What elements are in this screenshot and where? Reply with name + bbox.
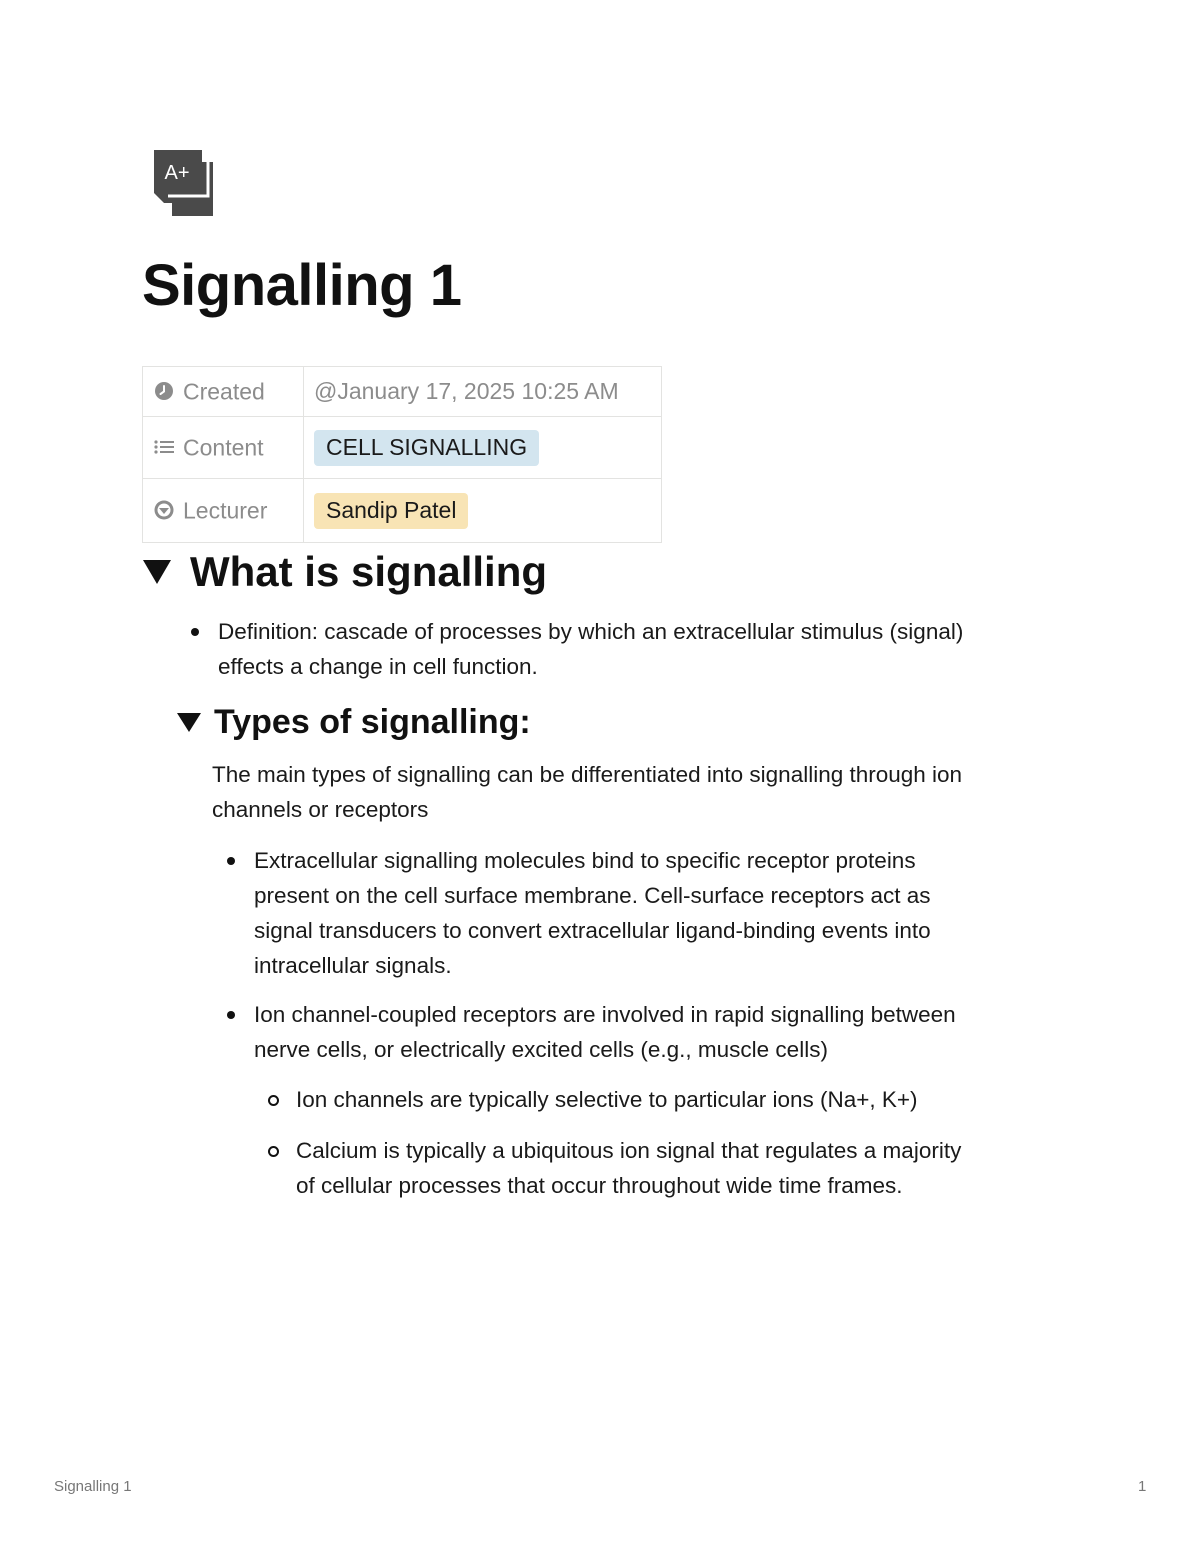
property-label: Lecturer [183, 497, 268, 524]
intro-paragraph [212, 757, 962, 827]
property-value-content[interactable] [304, 417, 662, 479]
list-item-line: Ion channels are typically selective to particular ions (Na+, K+) [296, 1087, 918, 1112]
sub-list-item [296, 1082, 918, 1117]
bullet-dot-icon [227, 1011, 235, 1019]
list-item-definition [218, 614, 963, 684]
page-title: Signalling 1 [142, 253, 462, 318]
section-heading: What is signalling [190, 548, 548, 595]
properties-table [142, 366, 662, 543]
lecturer-tag[interactable]: Sandip Patel [314, 493, 468, 529]
grade-a-plus-icon [150, 148, 216, 218]
toggle-heading-types-of-signalling[interactable] [176, 700, 531, 744]
toggle-triangle-icon[interactable] [176, 711, 202, 733]
list-item-line: of cellular processes that occur throughout wide time frames. [296, 1173, 903, 1198]
property-key-content [143, 417, 304, 479]
content-tag[interactable]: CELL SIGNALLING [314, 430, 539, 466]
property-key-created [143, 367, 304, 417]
created-date: @January 17, 2025 10:25 AM [314, 378, 619, 404]
sub-list-item [296, 1133, 961, 1203]
list-item-line: present on the cell surface membrane. Cell-surface receptors act as [254, 883, 931, 908]
list-item [254, 997, 956, 1067]
list-item-line: nerve cells, or electrically excited cells (e.g., muscle cells) [254, 1037, 828, 1062]
list-icon [153, 436, 175, 458]
property-key-lecturer [143, 479, 304, 543]
list-item-line: intracellular signals. [254, 953, 452, 978]
list-item-line: Calcium is typically a ubiquitous ion signal that regulates a majority [296, 1138, 962, 1163]
bullet-circle-icon [268, 1146, 279, 1157]
property-row-lecturer [143, 479, 662, 543]
bullet-circle-icon [268, 1095, 279, 1106]
property-value-created[interactable] [304, 367, 662, 417]
paragraph-line: channels or receptors [212, 797, 429, 822]
toggle-heading-what-is-signalling[interactable] [142, 544, 547, 600]
property-label: Created [183, 378, 265, 405]
bullet-dot-icon [191, 628, 199, 636]
definition-line: Definition: cascade of processes by which an extracellular stimulus (signal) [218, 619, 964, 644]
property-row-content [143, 417, 662, 479]
list-item-line: Extracellular signalling molecules bind to specific receptor proteins [254, 848, 916, 873]
footer-doc-title: Signalling 1 [54, 1478, 132, 1495]
list-item-line: Ion channel-coupled receptors are involved in rapid signalling between [254, 1002, 956, 1027]
toggle-triangle-icon[interactable] [142, 558, 172, 586]
page-icon-label: A+ [164, 162, 190, 184]
list-item [254, 843, 931, 983]
footer-page-number: 1 [1138, 1478, 1147, 1495]
definition-line: effects a change in cell function. [218, 654, 538, 679]
paragraph-line: The main types of signalling can be differentiated into signalling through ion [212, 762, 963, 787]
clock-icon [153, 380, 175, 402]
property-label: Content [183, 434, 264, 461]
subsection-heading: Types of signalling: [214, 703, 531, 741]
bullet-dot-icon [227, 857, 235, 865]
property-row-created [143, 367, 662, 417]
list-item-line: signal transducers to convert extracellular ligand-binding events into [254, 918, 931, 943]
person-icon [153, 499, 175, 521]
property-value-lecturer[interactable] [304, 479, 662, 543]
